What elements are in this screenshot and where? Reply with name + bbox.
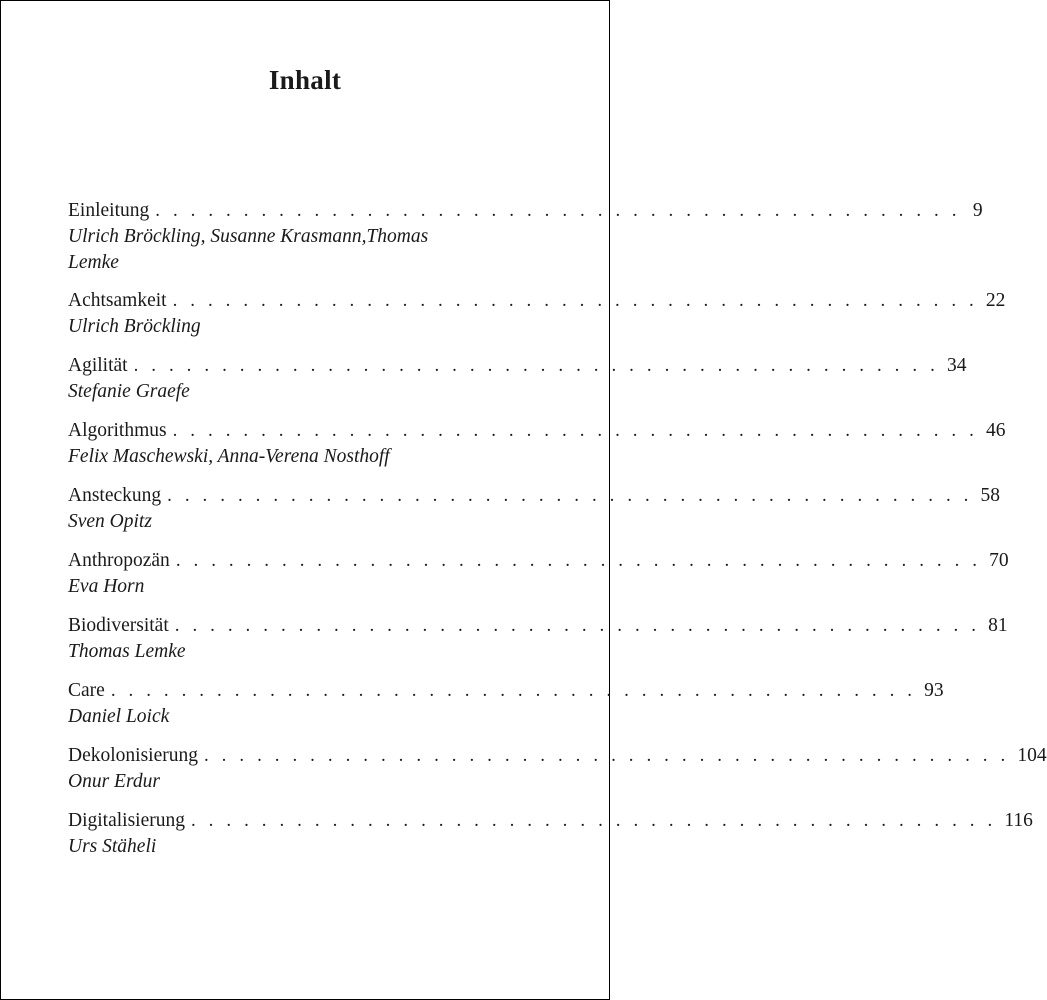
- toc-page-number: 46: [985, 420, 1006, 441]
- dot-leader: . . . . . . . . . . . . . . . . . . . . . . . . . . . . . . . . . . . . . . . . . . . . . .: [190, 810, 997, 831]
- toc-page-number: 93: [924, 680, 944, 701]
- toc-entry: [68, 288, 1006, 353]
- toc-page-number: 104: [1017, 745, 1047, 766]
- toc-entry-author: Urs Stäheli: [68, 836, 157, 857]
- dot-leader: . . . . . . . . . . . . . . . . . . . . . . . . . . . . . . . . . . . . . . . . . . . . . .: [172, 290, 978, 311]
- table-of-contents: [68, 198, 1047, 873]
- toc-entry-title: Care: [68, 680, 105, 701]
- toc-page-number: 81: [988, 615, 1008, 636]
- dot-leader: . . . . . . . . . . . . . . . . . . . . . . . . . . . . . . . . . . . . . . . . . . . . . .: [174, 615, 981, 636]
- toc-entry: [68, 678, 944, 743]
- dot-leader: . . . . . . . . . . . . . . . . . . . . . . . . . . . . . . . . . . . . . . . . . . . . . .: [175, 550, 982, 571]
- toc-entry-author: Felix Maschewski, Anna-Verena Nosthoff: [68, 446, 390, 467]
- toc-entry: [68, 198, 983, 288]
- toc-page-number: 70: [989, 550, 1009, 571]
- toc-page-number: 116: [1004, 810, 1033, 831]
- toc-entry-author: Ulrich Bröckling, Susanne Krasmann,Thomas Lemke: [68, 226, 429, 273]
- dot-leader: . . . . . . . . . . . . . . . . . . . . . . . . . . . . . . . . . . . . . . . . . . . . . .: [172, 420, 978, 441]
- toc-entry: [68, 353, 967, 418]
- toc-entry-title: Biodiversität: [68, 615, 169, 636]
- dot-leader: . . . . . . . . . . . . . . . . . . . . . . . . . . . . . . . . . . . . . . . . . . . . . .: [133, 355, 939, 376]
- toc-entry-title: Agilität: [68, 355, 128, 376]
- toc-entry: [68, 548, 1009, 613]
- toc-page-number: 34: [946, 355, 967, 376]
- toc-entry-author: Eva Horn: [68, 576, 145, 597]
- toc-entry-title: Einleitung: [68, 200, 150, 221]
- toc-entry-title: Anthropozän: [68, 550, 170, 571]
- dot-leader: . . . . . . . . . . . . . . . . . . . . . . . . . . . . . . . . . . . . . . . . . . . . . .: [203, 745, 1010, 766]
- toc-entry-author: Sven Opitz: [68, 511, 152, 532]
- toc-entry: [68, 418, 1006, 483]
- toc-entry-title: Digitalisierung: [68, 810, 185, 831]
- toc-entry-title: Achtsamkeit: [68, 290, 167, 311]
- toc-entry-author: Daniel Loick: [68, 706, 170, 727]
- toc-page-number: 9: [972, 200, 983, 221]
- toc-page-number: 22: [985, 290, 1006, 311]
- toc-page-number: 58: [980, 485, 1001, 506]
- dot-leader: . . . . . . . . . . . . . . . . . . . . . . . . . . . . . . . . . . . . . . . . . . . . . .: [167, 485, 973, 506]
- toc-entry-author: Onur Erdur: [68, 771, 160, 792]
- toc-entry-title: Algorithmus: [68, 420, 167, 441]
- toc-entry-author: Stefanie Graefe: [68, 381, 190, 402]
- toc-entry-author: Thomas Lemke: [68, 641, 186, 662]
- toc-entry: [68, 613, 1008, 678]
- page-title: Inhalt: [268, 65, 342, 95]
- toc-entry: [68, 808, 1033, 873]
- dot-leader: . . . . . . . . . . . . . . . . . . . . . . . . . . . . . . . . . . . . . . . . . . . . . .: [110, 680, 917, 701]
- toc-entry-title: Ansteckung: [68, 485, 162, 506]
- dot-leader: . . . . . . . . . . . . . . . . . . . . . . . . . . . . . . . . . . . . . . . . . . . . . .: [155, 200, 961, 221]
- toc-entry-title: Dekolonisierung: [68, 745, 198, 766]
- toc-entry: [68, 743, 1047, 808]
- toc-entry-author: Ulrich Bröckling: [68, 316, 201, 337]
- toc-entry: [68, 483, 1001, 548]
